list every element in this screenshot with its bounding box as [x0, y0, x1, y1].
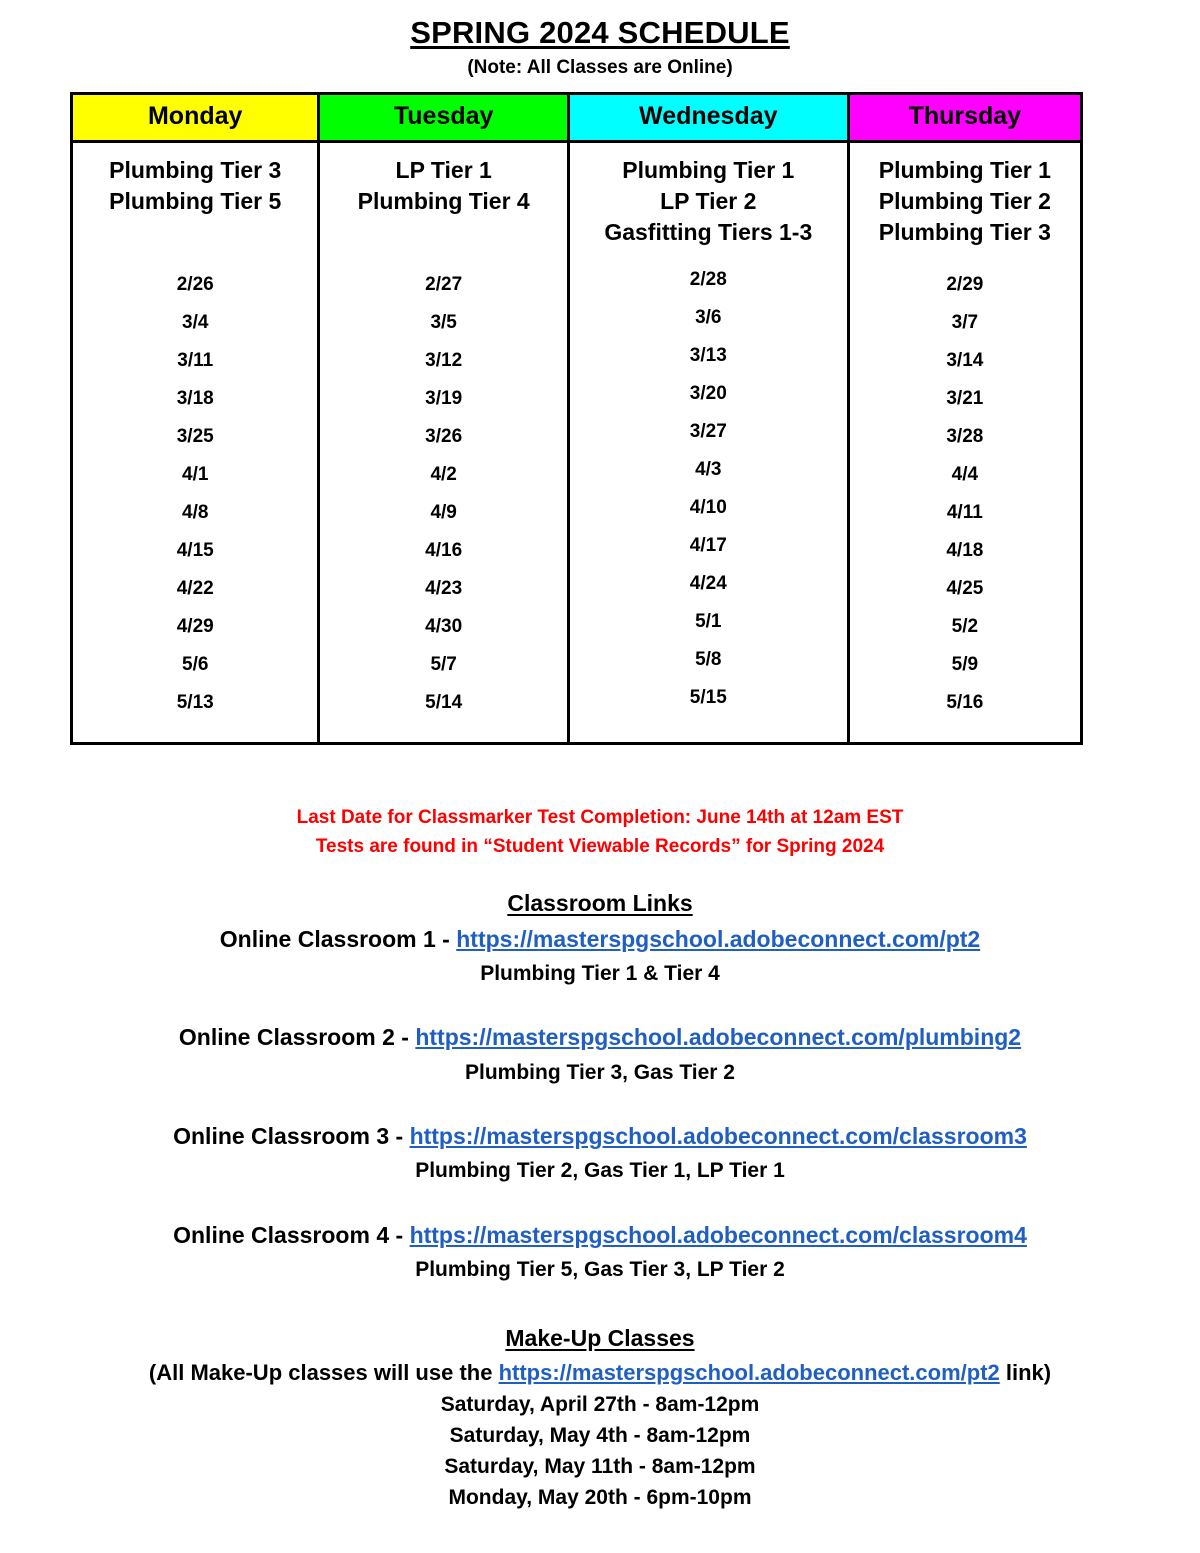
course-line: Plumbing Tier 3	[878, 218, 1051, 245]
classroom-label: Online Classroom 1 -	[219, 925, 457, 952]
classroom-url-1[interactable]: https://masterspgschool.adobeconnect.com/pt2	[456, 925, 981, 952]
day-header-label: Thursday	[908, 102, 1022, 130]
dates-cell-tuesday	[319, 252, 568, 744]
date-item: 5/2	[951, 616, 979, 638]
date-item: 2/29	[946, 274, 984, 296]
date-item: 4/10	[689, 497, 727, 519]
courses-cell-thursday	[848, 141, 1081, 252]
date-item: 3/27	[689, 421, 727, 443]
course-line: LP Tier 2	[660, 187, 757, 214]
course-line: Plumbing Tier 4	[357, 187, 530, 214]
classroom-links-heading: Classroom Links	[507, 890, 693, 916]
day-header-label: Monday	[147, 102, 243, 130]
section-gap	[0, 1087, 1200, 1115]
makeup-note-suffix: link)	[999, 1360, 1052, 1386]
day-header-label: Wednesday	[639, 102, 778, 130]
date-item: 4/30	[425, 616, 463, 638]
date-item: 4/3	[695, 459, 722, 481]
dates-top-pad	[574, 252, 843, 261]
date-item: 3/11	[177, 350, 214, 372]
page-subtitle: (Note: All Classes are Online)	[467, 57, 733, 79]
makeup-date-item: Saturday, May 11th - 8am-12pm	[444, 1455, 756, 1479]
classroom-url-3[interactable]: https://masterspgschool.adobeconnect.com/classroom3	[409, 1123, 1027, 1150]
section-gap	[0, 1285, 1200, 1325]
date-item: 2/28	[689, 269, 727, 291]
section-gap	[0, 1186, 1200, 1214]
makeup-note-prefix: (All Make-Up classes will use the	[148, 1360, 499, 1386]
date-item: 3/25	[176, 426, 214, 448]
makeup-url[interactable]: https://masterspgschool.adobeconnect.com/pt2	[498, 1360, 1000, 1386]
date-item: 4/1	[182, 464, 209, 486]
classroom-label: Online Classroom 4 -	[173, 1221, 410, 1248]
date-item: 5/8	[695, 649, 722, 671]
page-title: SPRING 2024 SCHEDULE	[410, 15, 790, 50]
date-item: 2/27	[425, 274, 463, 296]
date-item: 4/29	[176, 616, 214, 638]
date-item: 3/7	[951, 312, 979, 334]
table-header-row	[72, 94, 1082, 142]
notice-line-location: Tests are found in “Student Viewable Records” for Spring 2024	[315, 836, 885, 858]
dates-top-pad	[324, 252, 562, 266]
classroom-link-row-2	[0, 1021, 1200, 1054]
date-item: 4/22	[176, 578, 214, 600]
date-item: 3/20	[689, 383, 727, 405]
date-item: 4/23	[425, 578, 463, 600]
courses-spacer	[324, 217, 562, 231]
date-item: 4/11	[946, 502, 983, 524]
classroom-link-row-3	[0, 1120, 1200, 1153]
day-header-monday	[72, 94, 319, 142]
lower-content	[0, 890, 1200, 1513]
date-item: 4/8	[182, 502, 209, 524]
courses-cell-monday	[72, 141, 319, 252]
date-item: 4/9	[430, 502, 457, 524]
classroom-tiers-4: Plumbing Tier 5, Gas Tier 3, LP Tier 2	[415, 1258, 785, 1282]
day-header-thursday	[848, 94, 1081, 142]
date-item: 4/17	[689, 535, 727, 557]
makeup-classes-heading: Make-Up Classes	[505, 1324, 695, 1351]
dates-row	[72, 252, 1082, 744]
date-item: 4/4	[951, 464, 979, 486]
courses-cell-tuesday	[319, 141, 568, 252]
title-block	[0, 0, 1200, 79]
classroom-tiers-3: Plumbing Tier 2, Gas Tier 1, LP Tier 1	[415, 1159, 785, 1183]
date-item: 4/16	[425, 540, 463, 562]
date-item: 3/19	[425, 388, 463, 410]
date-item: 5/1	[695, 611, 722, 633]
date-item: 2/26	[176, 274, 214, 296]
day-header-tuesday	[319, 94, 568, 142]
dates-top-pad	[854, 252, 1076, 266]
makeup-date-item: Saturday, May 4th - 8am-12pm	[449, 1424, 751, 1447]
courses-cell-wednesday	[568, 141, 848, 252]
date-item: 3/14	[946, 350, 984, 372]
schedule-table	[70, 92, 1083, 745]
course-line: Plumbing Tier 1	[878, 156, 1051, 183]
date-item: 4/2	[430, 464, 457, 486]
date-item: 4/25	[946, 578, 984, 600]
course-line: Plumbing Tier 3	[109, 156, 282, 183]
test-deadline-notice	[0, 803, 1200, 862]
classroom-link-row-4	[0, 1219, 1200, 1252]
notice-line-deadline: Last Date for Classmarker Test Completion: June 14th at 12am EST	[296, 807, 904, 828]
date-item: 5/9	[951, 654, 979, 676]
classroom-url-4[interactable]: https://masterspgschool.adobeconnect.com/classroom4	[409, 1221, 1027, 1248]
date-item: 3/21	[946, 388, 984, 410]
dates-cell-thursday	[848, 252, 1081, 744]
date-item: 5/15	[689, 687, 727, 709]
courses-spacer	[77, 217, 313, 231]
date-item: 4/24	[689, 573, 727, 595]
date-item: 3/5	[430, 312, 457, 334]
courses-row	[72, 141, 1082, 252]
date-item: 5/16	[946, 692, 984, 714]
date-item: 5/6	[182, 654, 209, 676]
classroom-label: Online Classroom 2 -	[178, 1024, 416, 1051]
course-line: Gasfitting Tiers 1-3	[604, 218, 813, 245]
course-line: LP Tier 1	[395, 156, 492, 183]
date-item: 3/6	[695, 307, 722, 329]
date-item: 3/13	[689, 345, 727, 367]
date-item: 5/13	[176, 692, 214, 714]
day-header-wednesday	[568, 94, 848, 142]
classroom-tiers-2: Plumbing Tier 3, Gas Tier 2	[465, 1060, 735, 1084]
classroom-url-2[interactable]: https://masterspgschool.adobeconnect.com/plumbing2	[415, 1024, 1022, 1051]
dates-top-pad	[77, 252, 313, 266]
makeup-date-item: Monday, May 20th - 6pm-10pm	[448, 1486, 752, 1510]
date-item: 5/14	[425, 692, 463, 714]
course-line: Plumbing Tier 2	[878, 187, 1051, 214]
date-item: 5/7	[430, 654, 457, 676]
makeup-link-note	[0, 1358, 1200, 1389]
schedule-table-wrapper	[70, 92, 1083, 745]
makeup-date-item: Saturday, April 27th - 8am-12pm	[440, 1392, 760, 1416]
course-line: Plumbing Tier 1	[622, 156, 795, 183]
date-item: 4/15	[176, 540, 214, 562]
date-item: 3/28	[946, 426, 984, 448]
date-item: 4/18	[946, 540, 984, 562]
classroom-label: Online Classroom 3 -	[173, 1123, 410, 1150]
course-line: Plumbing Tier 5	[109, 187, 282, 214]
dates-cell-monday	[72, 252, 319, 744]
date-item: 3/12	[425, 350, 463, 372]
classroom-tiers-1: Plumbing Tier 1 & Tier 4	[480, 961, 720, 985]
day-header-label: Tuesday	[393, 102, 494, 130]
section-gap	[0, 988, 1200, 1016]
date-item: 3/4	[182, 312, 209, 334]
dates-cell-wednesday	[568, 252, 848, 744]
date-item: 3/18	[176, 388, 214, 410]
date-item: 3/26	[425, 426, 463, 448]
classroom-link-row-1	[0, 923, 1200, 956]
